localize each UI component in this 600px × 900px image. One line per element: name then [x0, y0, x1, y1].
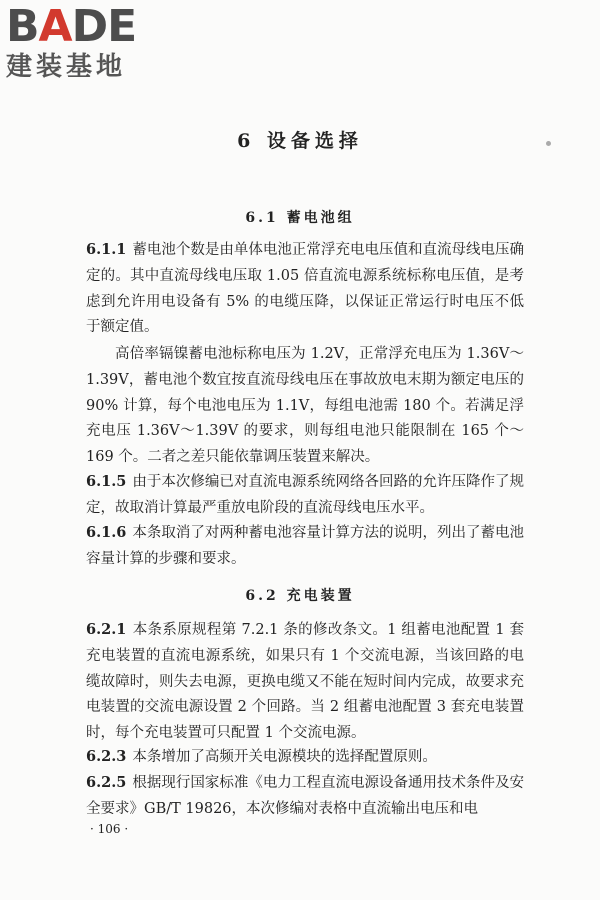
clause-number: 6.2.5: [86, 774, 127, 791]
clause-text: 本条取消了对两种蓄电池容量计算方法的说明，列出了蓄电池容量计算的步骤和要求。: [86, 525, 524, 567]
clause-6-1-6: [86, 520, 524, 573]
clause-number: 6.1.6: [86, 524, 127, 541]
clause-text: 本条系原规程第 7.2.1 条的修改条文。1 组蓄电池配置 1 套充电装置的直流电源系统，如果只有 1 个交流电源，当该回路的电缆故障时，则失去电源，更换电缆又不能在短时间内完成，故要求充电装置的交流电源设置 2 个回路。当 2 组蓄电池配置 3 套充电装置时，每个充电装置可只配置 1 个交流电源。: [86, 622, 524, 742]
section-6-1-heading: 6.1 蓄电池组: [245, 210, 355, 226]
clause-6-1-1-continued: 高倍率镉镍蓄电池标称电压为 1.2V，正常浮充电压为 1.36V～1.39V，蓄电池个数宜按直流母线电压在事故放电末期为额定电压的 90% 计算，每个电池电压为 1.1V，每组电池需 180 个。若满足浮充电压 1.36V～1.39V 的要求，则每组电池只能限制在 165 个～169 个。二者之差只能依靠调压装置来解决。: [86, 346, 524, 466]
section-6-2-heading: 6.2 充电装置: [245, 588, 355, 604]
page-number: · 106 ·: [90, 822, 129, 836]
clause-6-2-1: [86, 617, 524, 747]
clause-6-1-1: [86, 237, 524, 341]
logo-subtitle: 建装基地: [6, 52, 127, 82]
clause-6-2-3: [86, 744, 524, 771]
chapter-title: 6 设备选择: [237, 130, 363, 152]
clause-text: 蓄电池个数是由单体电池正常浮充电电压值和直流母线电压确定的。其中直流母线电压取 1.05 倍直流电源系统标称电压值，是考虑到允许用电设备有 5% 的电缆压降，以保证正常运行时电压不低于额定值。: [86, 242, 524, 336]
clause-6-2-5: [86, 770, 524, 823]
clause-text: 本条增加了高频开关电源模块的选择配置原则。: [132, 749, 437, 765]
clause-number: 6.2.3: [86, 748, 127, 765]
scan-speck: [546, 141, 551, 146]
clause-text: 由于本次修编已对直流电源系统网络各回路的允许压降作了规定，故取消计算最严重放电阶段的直流母线电压水平。: [86, 474, 524, 516]
clause-6-1-5: [86, 469, 524, 522]
clause-text: 根据现行国家标准《电力工程直流电源设备通用技术条件及安全要求》GB/T 19826，本次修编对表格中直流输出电压和电: [86, 775, 524, 817]
clause-number: 6.1.5: [86, 473, 127, 490]
clause-number: 6.1.1: [86, 241, 127, 258]
logo-mark: BADE: [6, 1, 137, 52]
logo: [6, 1, 178, 82]
clause-number: 6.2.1: [86, 621, 127, 638]
